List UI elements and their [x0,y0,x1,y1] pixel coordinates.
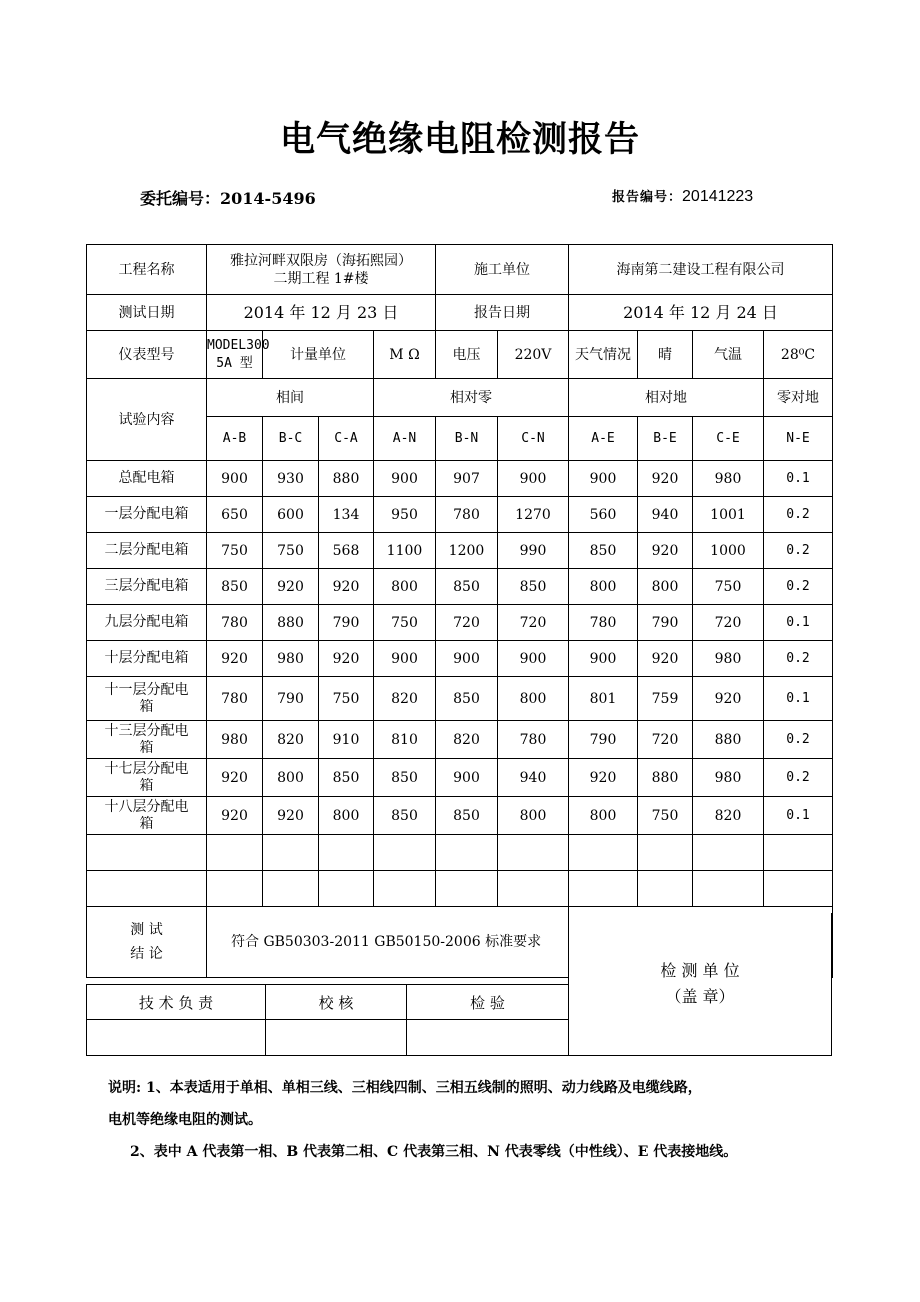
row-name [87,605,207,641]
cell-c-e: 980 [693,759,764,797]
instrument-model [207,331,270,379]
cell-b-c: 930 [263,461,319,497]
cell-b-c: 750 [263,533,319,569]
signature-table [86,984,569,1056]
instrument-label: 仪表型号 [87,331,207,379]
report-number-label: 报告编号： [612,190,683,205]
conclusion-label [87,907,207,978]
cell-b-c: 820 [263,721,319,759]
cell-b-n: 850 [436,677,498,721]
project-row [87,245,833,295]
cell-c-e: 1000 [693,533,764,569]
cell-a-n: 900 [374,641,436,677]
cell-b-c: 880 [263,605,319,641]
cell-b-e: 920 [638,641,693,677]
tech-lead-label: 技 术 负 责 [87,985,266,1020]
temp-label: 气温 [693,331,764,379]
cell-c-e: 720 [693,605,764,641]
inspect-label: 检 验 [407,985,569,1020]
cell-n-e: 0.2 [764,759,833,797]
entrust-value: 2014-5496 [220,189,316,208]
cell-a-n: 850 [374,797,436,835]
row-name [87,721,207,759]
weather-label: 天气情况 [569,331,638,379]
cell-n-e: 0.2 [764,721,833,759]
cell-b-c: 980 [263,641,319,677]
table-row [87,497,833,533]
note-line1: 说明: 1、本表适用于单相、单相三线、三相线四制、三相五线制的照明、动力线路及电缆线路， [108,1080,702,1096]
cell-c-a: 910 [319,721,374,759]
stamp-area [568,913,832,1056]
table-row [87,533,833,569]
stamp-line2: （盖 章） [665,987,735,1006]
cell-n-e: 0.1 [764,677,833,721]
cell-a-n: 800 [374,569,436,605]
instrument-row [87,331,833,379]
table-row [87,569,833,605]
group-phase-neutral: 相对零 [374,379,569,417]
page-title: 电气绝缘电阻检测报告 [279,120,640,160]
stamp-line1: 检 测 单 位 [660,961,740,980]
col-header: A-N [374,417,436,461]
empty-row [87,835,833,871]
cell-n-e: 0.1 [764,605,833,641]
cell-a-n: 900 [374,461,436,497]
cell-a-b: 750 [207,533,263,569]
temp-value: 28⁰C [764,331,833,379]
row-name [87,533,207,569]
review-label: 校 核 [266,985,407,1020]
cell-b-c: 920 [263,797,319,835]
row-name-line: 一层分配电箱 [104,506,189,522]
cell-c-n: 800 [498,797,569,835]
cell-a-b: 780 [207,605,263,641]
cell-b-n: 850 [436,797,498,835]
cell-c-n: 940 [498,759,569,797]
col-header: B-C [263,417,319,461]
row-name-line: 箱 [139,698,154,715]
cell-a-b: 980 [207,721,263,759]
cell-c-n: 900 [498,641,569,677]
group-phase: 相间 [207,379,374,417]
col-header: C-E [693,417,764,461]
row-name [87,569,207,605]
cell-c-n: 900 [498,461,569,497]
entrust-number [140,186,316,209]
cell-c-e: 820 [693,797,764,835]
row-name-line: 二层分配电箱 [104,542,189,558]
row-name-line: 总配电箱 [118,470,175,486]
group-neutral-earth: 零对地 [764,379,833,417]
group-header-row [87,379,833,417]
conclusion-label-line2: 结 论 [130,946,163,962]
cell-c-e: 750 [693,569,764,605]
row-name [87,461,207,497]
cell-c-a: 880 [319,461,374,497]
cell-b-c: 800 [263,759,319,797]
cell-c-n: 850 [498,569,569,605]
cell-b-n: 820 [436,721,498,759]
row-name-line: 十七层分配电 [104,760,189,777]
cell-b-n: 720 [436,605,498,641]
cell-a-n: 810 [374,721,436,759]
row-name-line: 箱 [139,739,154,756]
cell-a-n: 820 [374,677,436,721]
row-name-line: 箱 [139,777,154,794]
project-name-label: 工程名称 [87,245,207,295]
cell-c-n: 800 [498,677,569,721]
cell-n-e: 0.1 [764,461,833,497]
cell-b-n: 907 [436,461,498,497]
instrument-line1: MODEL300 [207,337,270,353]
unit-value: M Ω [374,331,436,379]
conclusion-text: 符合 GB50303-2011 GB50150-2006 标准要求 [207,907,569,978]
row-name-line: 十一层分配电 [104,681,189,698]
cell-a-b: 920 [207,797,263,835]
table-row [87,797,833,835]
col-header: C-A [319,417,374,461]
row-name [87,797,207,835]
note-line2: 电机等绝缘电阻的测试。 [108,1112,262,1128]
cell-a-b: 920 [207,759,263,797]
col-header: N-E [764,417,833,461]
cell-c-a: 850 [319,759,374,797]
row-name [87,497,207,533]
cell-a-e: 780 [569,605,638,641]
date-row [87,295,833,331]
voltage-label: 电压 [436,331,498,379]
cell-a-n: 1100 [374,533,436,569]
report-date-label: 报告日期 [436,295,569,331]
cell-a-e: 900 [569,641,638,677]
table-row [87,461,833,497]
cell-a-e: 801 [569,677,638,721]
cell-b-e: 750 [638,797,693,835]
cell-b-c: 790 [263,677,319,721]
cell-b-e: 880 [638,759,693,797]
cell-b-n: 900 [436,759,498,797]
cell-b-e: 790 [638,605,693,641]
report-number [612,186,753,206]
cell-c-a: 920 [319,569,374,605]
cell-b-e: 920 [638,533,693,569]
cell-c-e: 920 [693,677,764,721]
cell-c-e: 1001 [693,497,764,533]
voltage-value: 220V [498,331,569,379]
col-header: B-E [638,417,693,461]
cell-b-n: 780 [436,497,498,533]
report-date: 2014 年 12 月 24 日 [569,295,833,331]
cell-c-n: 990 [498,533,569,569]
cell-a-e: 850 [569,533,638,569]
cell-c-a: 134 [319,497,374,533]
cell-c-e: 980 [693,641,764,677]
unit-label: 计量单位 [263,331,374,379]
cell-c-a: 750 [319,677,374,721]
cell-a-e: 790 [569,721,638,759]
project-name-line2: 二期工程 1#楼 [273,270,369,287]
weather-value: 晴 [638,331,693,379]
instrument-line2: 5A 型 [216,355,253,371]
cell-a-e: 800 [569,569,638,605]
cell-a-e: 560 [569,497,638,533]
project-name-line1: 雅拉河畔双限房（海拓熙园） [230,252,412,269]
cell-b-e: 759 [638,677,693,721]
col-header: A-B [207,417,263,461]
cell-n-e: 0.1 [764,797,833,835]
row-name-line: 三层分配电箱 [104,578,189,594]
cell-a-b: 900 [207,461,263,497]
cell-b-e: 800 [638,569,693,605]
cell-n-e: 0.2 [764,497,833,533]
row-name-line: 十八层分配电 [104,798,189,815]
cell-b-c: 600 [263,497,319,533]
row-name [87,759,207,797]
empty-row [87,871,833,907]
conclusion-label-line1: 测 试 [130,922,163,938]
test-date-label: 测试日期 [87,295,207,331]
contractor-label: 施工单位 [436,245,569,295]
cell-n-e: 0.2 [764,569,833,605]
report-number-value: 20141223 [682,188,754,205]
cell-c-a: 920 [319,641,374,677]
cell-c-a: 568 [319,533,374,569]
group-phase-earth: 相对地 [569,379,764,417]
contractor: 海南第二建设工程有限公司 [569,245,833,295]
cell-n-e: 0.2 [764,533,833,569]
table-row [87,677,833,721]
cell-a-e: 900 [569,461,638,497]
cell-b-e: 720 [638,721,693,759]
row-name-line: 十三层分配电 [104,722,189,739]
table-row [87,759,833,797]
col-header: C-N [498,417,569,461]
row-name-line: 九层分配电箱 [104,614,189,630]
table-row [87,605,833,641]
cell-a-e: 920 [569,759,638,797]
cell-a-b: 780 [207,677,263,721]
cell-a-n: 750 [374,605,436,641]
cell-b-c: 920 [263,569,319,605]
col-header: A-E [569,417,638,461]
row-name [87,641,207,677]
table-row [87,721,833,759]
cell-a-n: 850 [374,759,436,797]
test-table [86,244,833,978]
tech-lead-signature [87,1020,266,1056]
cell-c-e: 980 [693,461,764,497]
cell-a-b: 650 [207,497,263,533]
test-date: 2014 年 12 月 23 日 [207,295,436,331]
cell-b-n: 900 [436,641,498,677]
cell-a-e: 800 [569,797,638,835]
cell-b-n: 1200 [436,533,498,569]
cell-c-e: 880 [693,721,764,759]
row-name-line: 十层分配电箱 [104,650,189,666]
cell-c-a: 800 [319,797,374,835]
row-name [87,677,207,721]
row-name-line: 箱 [139,815,154,832]
table-row [87,641,833,677]
cell-a-b: 920 [207,641,263,677]
cell-b-n: 850 [436,569,498,605]
cell-c-n: 1270 [498,497,569,533]
entrust-label: 委托编号： [140,189,221,208]
cell-c-a: 790 [319,605,374,641]
cell-a-n: 950 [374,497,436,533]
cell-a-b: 850 [207,569,263,605]
notes [108,1072,828,1168]
inspect-signature [407,1020,569,1056]
cell-c-n: 780 [498,721,569,759]
project-name [207,245,436,295]
cell-c-n: 720 [498,605,569,641]
note-line3: 2、表中 A 代表第一相、B 代表第二相、C 代表第三相、N 代表零线（中性线）、E 代表接地线。 [130,1144,738,1160]
cell-n-e: 0.2 [764,641,833,677]
content-label: 试验内容 [87,379,207,461]
cell-b-e: 920 [638,461,693,497]
col-header: B-N [436,417,498,461]
review-signature [266,1020,407,1056]
cell-b-e: 940 [638,497,693,533]
